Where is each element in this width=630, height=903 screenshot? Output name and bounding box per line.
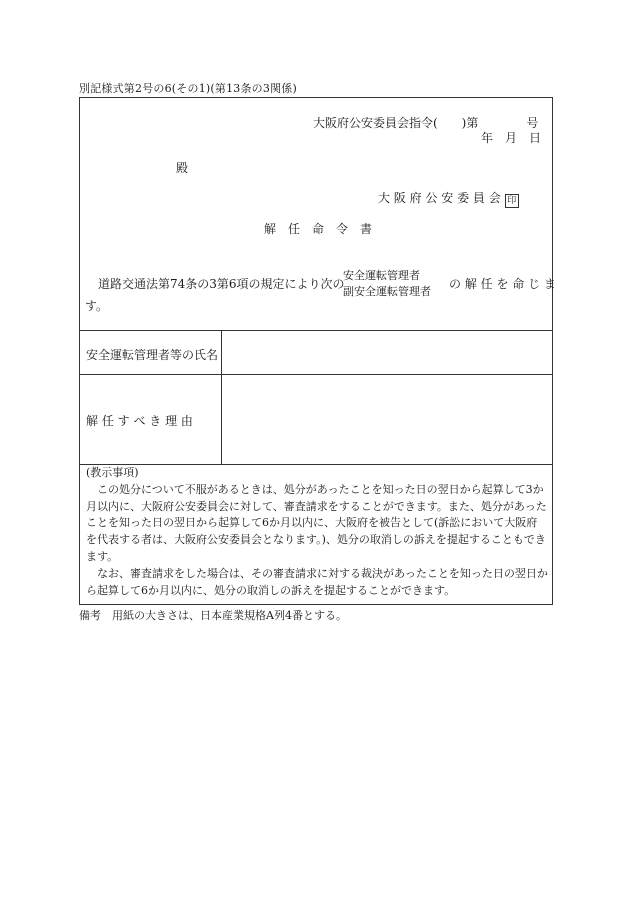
row-divider-2: [80, 374, 552, 375]
recipient-suffix: 殿: [176, 161, 189, 175]
column-divider: [221, 330, 222, 464]
notice-section: [86, 465, 548, 599]
notice-paragraph-2: なお、審査請求をした場合は、その審査請求に対する裁決があったことを知った日の翌日から起算して6か月以内に、処分の取消しの訴えを提起することができます。: [86, 566, 548, 597]
body-text-after: の 解 任 を 命 じ ま: [449, 277, 556, 291]
seal-mark: 印: [505, 194, 519, 208]
row-divider-1: [80, 330, 552, 331]
row-label-name: 安全運転管理者等の氏名: [86, 348, 219, 362]
form-frame: [79, 97, 556, 605]
row-label-reason: 解 任 す べ き 理 由: [86, 414, 193, 428]
option-manager: 安全運転管理者: [343, 269, 420, 282]
issuer-name: 大 阪 府 公 安 委 員 会: [378, 191, 501, 205]
order-number: 大阪府公安委員会指令( )第 号: [313, 116, 539, 130]
body-text-continuation: す。: [85, 299, 109, 313]
option-deputy-manager: 副安全運転管理者: [343, 285, 431, 298]
issuer-line: [378, 189, 519, 208]
document-title: 解 任 命 令 書: [264, 222, 373, 236]
form-code: 別記様式第2号の6(その1)(第13条の3関係): [79, 82, 297, 95]
issue-date: 年 月 日: [481, 131, 542, 145]
notice-paragraph-1: この処分について不服があるときは、処分があったことを知った日の翌日から起算して3か月以内に、大阪府公安委員会に対して、審査請求をすることができます。また、処分があったことを知った日の翌日から起算して6か月以内に、大阪府を被告として(訴訟において大阪府を代表する者は、大阪府公安委員会となります。)、処分の取消しの訴えを提起することもできます。: [86, 482, 547, 563]
body-text-before: 道路交通法第74条の3第6項の規定により次の: [98, 277, 345, 291]
footnote: 備考 用紙の大きさは、日本産業規格A列4番とする。: [79, 609, 347, 622]
notice-heading: (教示事項): [86, 466, 139, 479]
